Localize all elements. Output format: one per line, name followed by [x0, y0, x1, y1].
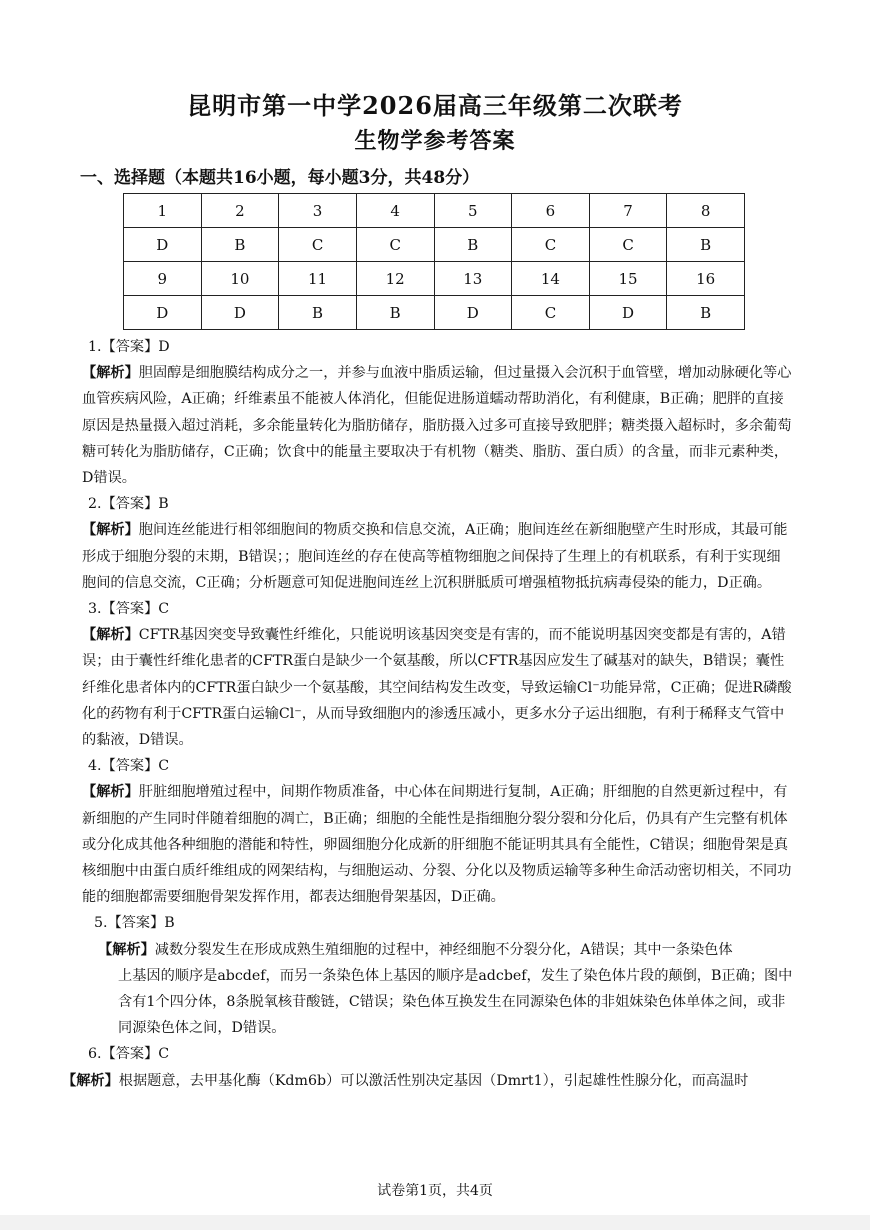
table-cell: 15	[589, 262, 667, 296]
answer-table	[123, 193, 745, 330]
table-cell: 12	[356, 262, 434, 296]
answer-line: 3.【答案】C	[88, 601, 170, 618]
table-cell: 9	[124, 262, 202, 296]
table-cell: D	[589, 296, 667, 330]
answer-line: 4.【答案】C	[88, 758, 170, 775]
table-cell: C	[279, 228, 357, 262]
answer-line: 6.【答案】C	[88, 1046, 170, 1063]
table-cell: 13	[434, 262, 512, 296]
table-cell: 11	[279, 262, 357, 296]
document-title: 昆明市第一中学2026届高三年级第二次联考	[187, 91, 683, 120]
document-subtitle: 生物学参考答案	[354, 128, 516, 154]
table-cell: B	[356, 296, 434, 330]
table-cell: 4	[356, 194, 434, 228]
analysis-tag: 【解析】	[82, 522, 139, 539]
table-cell: 5	[434, 194, 512, 228]
table-cell: B	[279, 296, 357, 330]
table-cell: C	[512, 228, 590, 262]
page-footer: 试卷第1页，共4页	[377, 1183, 493, 1199]
bottom-edge-strip	[0, 1215, 870, 1230]
analysis-text: 减数分裂发生在形成成熟生殖细胞的过程中，神经细胞不分裂分化，A错误；其中一条染色体	[154, 941, 733, 958]
table-row	[124, 194, 745, 228]
table-cell: B	[201, 228, 279, 262]
table-cell: D	[434, 296, 512, 330]
question-6	[62, 1041, 794, 1093]
table-cell: 14	[512, 262, 590, 296]
analysis-tag: 【解析】	[82, 365, 139, 382]
analysis-text-continued: 上基因的顺序是abcdef，而另一条染色体上基因的顺序是adcbef，发生了染色体片段的颠倒，B正确；图中含有1个四分体，8条脱氧核苷酸链，C错误；染色体互换发生在同源染色体的非姐妹染色体单体之间，或非同源染色体之间，D错误。	[118, 967, 793, 1037]
table-cell: 3	[279, 194, 357, 228]
analysis-tag: 【解析】	[82, 627, 139, 644]
table-cell: 10	[201, 262, 279, 296]
table-cell: D	[201, 296, 279, 330]
table-cell: B	[667, 228, 745, 262]
question-3	[82, 596, 794, 753]
analysis-tag: 【解析】	[62, 1072, 119, 1089]
table-row	[124, 262, 745, 296]
analysis-paragraph	[82, 622, 794, 753]
analysis-text: 胞间连丝能进行相邻细胞间的物质交换和信息交流，A正确；胞间连丝在新细胞壁产生时形成，其最可能形成于细胞分裂的末期，B错误；；胞间连丝的存在使高等植物细胞之间保持了生理上的有机联系，有利于实现细胞间的信息交流，C正确；分析题意可知促进胞间连丝上沉积胼胝质可增强植物抵抗病毒侵染的能力，D正确。	[82, 522, 788, 591]
analysis-text: 根据题意，去甲基化酶（Kdm6b）可以激活性别决定基因（Dmrt1），引起雄性性腺分化，而高温时	[118, 1072, 749, 1089]
table-cell: C	[512, 296, 590, 330]
analysis-text: 肝脏细胞增殖过程中，间期作物质准备，中心体在间期进行复制，A正确；肝细胞的自然更新过程中，有新细胞的产生同时伴随着细胞的凋亡，B正确；细胞的全能性是指细胞分裂分裂和分化后，仍具有产生完整有机体或分化成其他各种细胞的潜能和特性，卵圆细胞分化成新的肝细胞不能证明其具有全能性，C错误；细胞骨架是真核细胞中由蛋白质纤维组成的网架结构，与细胞运动、分裂、分化以及物质运输等多种生命活动密切相关，不同功能的细胞都需要细胞骨架发挥作用，都表达细胞骨架基因，D正确。	[82, 784, 792, 906]
table-cell: D	[124, 296, 202, 330]
table-cell: D	[124, 228, 202, 262]
answer-line: 1.【答案】D	[88, 339, 170, 355]
analysis-paragraph	[82, 517, 794, 596]
table-cell: 2	[201, 194, 279, 228]
analysis-paragraph	[62, 1068, 794, 1094]
analysis-tag: 【解析】	[98, 941, 155, 958]
analysis-paragraph	[88, 937, 794, 1042]
table-cell: 7	[589, 194, 667, 228]
analysis-paragraph	[82, 360, 794, 491]
question-5	[82, 910, 794, 1041]
analysis-text: CFTR基因突变导致囊性纤维化，只能说明该基因突变是有害的，而不能说明基因突变都是有害的，A错误；由于囊性纤维化患者的CFTR蛋白是缺少一个氨基酸，所以CFTR基因应发生了碱基对的缺失，B错误；囊性纤维化患者体内的CFTR蛋白缺少一个氨基酸，其空间结构发生改变，导致运输Cl⁻功能异常，C正确；促进R磷酸化的药物有利于CFTR蛋白运输Cl⁻，从而导致细胞内的渗透压减小，更多水分子运出细胞，有利于稀释支气管中的黏液，D错误。	[82, 627, 792, 749]
section-heading: 一、选择题（本题共16小题，每小题3分，共48分）	[80, 168, 480, 188]
table-cell: 16	[667, 262, 745, 296]
table-cell: B	[667, 296, 745, 330]
table-cell: C	[589, 228, 667, 262]
question-2	[82, 491, 794, 596]
table-cell: B	[434, 228, 512, 262]
table-cell: 6	[512, 194, 590, 228]
answer-line: 5.【答案】B	[94, 915, 175, 932]
question-4	[82, 753, 794, 910]
answer-line: 2.【答案】B	[88, 496, 169, 513]
table-cell: 8	[667, 194, 745, 228]
table-cell: 1	[124, 194, 202, 228]
table-cell: C	[356, 228, 434, 262]
answer-explanations	[62, 334, 794, 1094]
analysis-text: 胆固醇是细胞膜结构成分之一，并参与血液中脂质运输，但过量摄入会沉积于血管壁，增加动脉硬化等心血管疾病风险，A正确；纤维素虽不能被人体消化，但能促进肠道蠕动帮助消化，有利健康，B正确；肥胖的直接原因是热量摄入超过消耗，多余能量转化为脂肪储存，脂肪摄入过多可直接导致肥胖；糖类摄入超标时，多余葡萄糖可转化为脂肪储存，C正确；饮食中的能量主要取决于有机物（糖类、脂肪、蛋白质）的含量，而非元素种类，D错误。	[82, 365, 792, 487]
table-row	[124, 296, 745, 330]
question-1	[82, 334, 794, 491]
analysis-paragraph	[82, 779, 794, 910]
analysis-tag: 【解析】	[82, 784, 139, 801]
table-row	[124, 228, 745, 262]
